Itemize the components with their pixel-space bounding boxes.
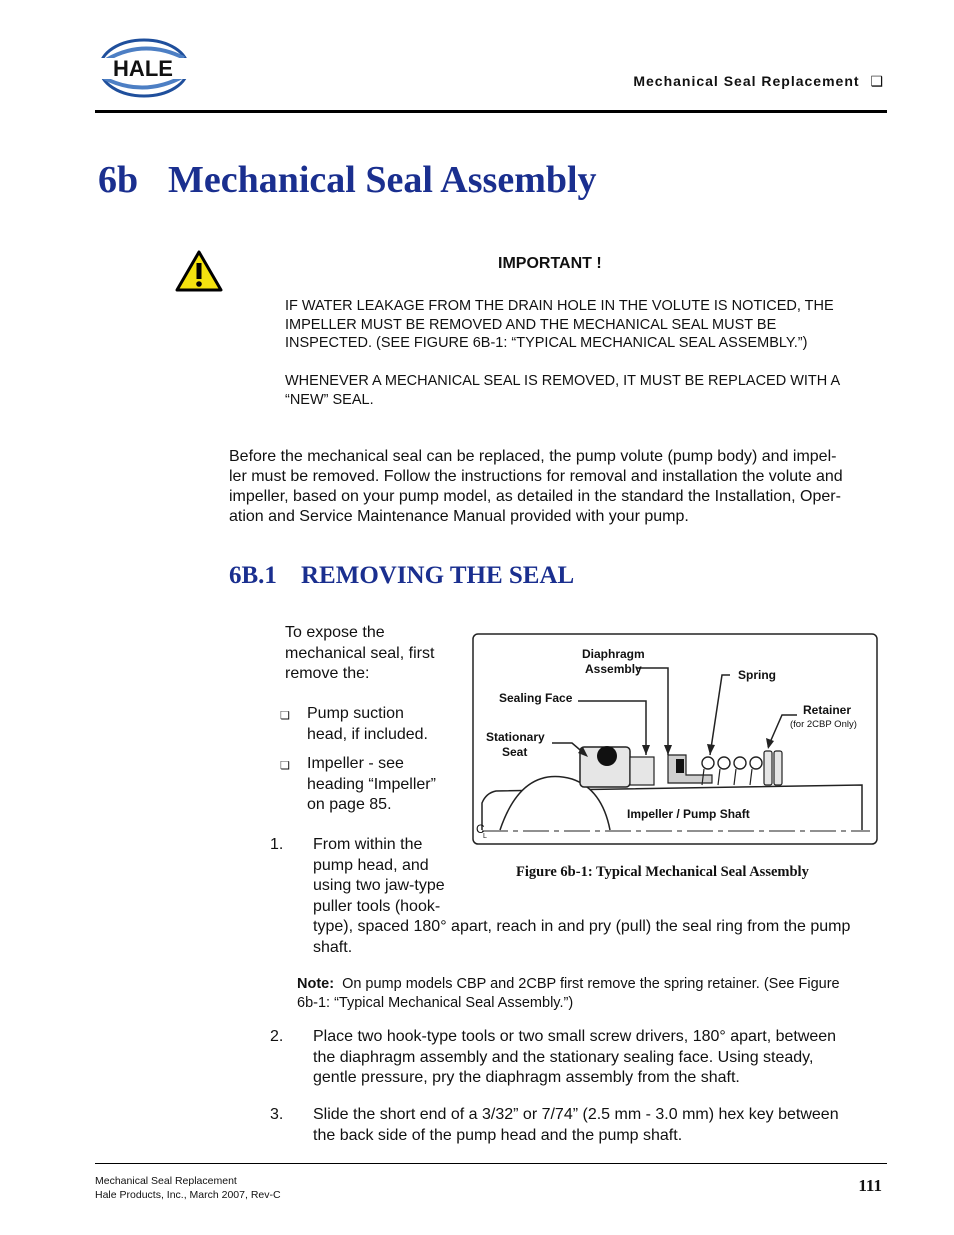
list-item bbox=[307, 704, 428, 745]
title-number: 6b bbox=[98, 159, 139, 201]
figure-caption: Figure 6b-1: Typical Mechanical Seal Assembly bbox=[516, 864, 809, 880]
text-line: Place two hook-type tools or two small screw drivers, 180° apart, between bbox=[313, 1028, 837, 1045]
text-line: Slide the short end of a 3/32” or 7/74” (2.5 mm - 3.0 mm) hex key between bbox=[313, 1106, 839, 1123]
text-line: ler must be removed. Follow the instructions for removal and installation the volute and bbox=[229, 468, 843, 485]
label-diaphragm: Diaphragm bbox=[582, 647, 645, 661]
list-item bbox=[307, 754, 436, 816]
text-line: heading “Impeller” bbox=[307, 775, 436, 793]
important-paragraph-2 bbox=[285, 372, 885, 409]
hale-logo bbox=[92, 36, 192, 100]
header-section-title: Mechanical Seal Replacement bbox=[633, 73, 860, 89]
text-line: 6b-1: “Typical Mechanical Seal Assembly.”) bbox=[297, 994, 574, 1011]
header-rule bbox=[95, 110, 887, 113]
warning-icon bbox=[174, 249, 224, 293]
step-text bbox=[313, 1027, 888, 1089]
label-seat: Seat bbox=[502, 745, 528, 759]
text-line: ation and Service Maintenance Manual provided with your pump. bbox=[229, 508, 689, 525]
label-spring: Spring bbox=[738, 668, 776, 682]
text-line: using two jaw-type bbox=[313, 877, 445, 894]
text-line: INSPECTED. (SEE FIGURE 6B-1: “TYPICAL MECHANICAL SEAL ASSEMBLY.”) bbox=[285, 335, 808, 351]
footer-text bbox=[95, 1175, 281, 1202]
text-line: impeller, based on your pump model, as detailed in the standard the Installation, Oper- bbox=[229, 488, 841, 505]
text-line: the diaphragm assembly and the stationary sealing face. Using steady, bbox=[313, 1048, 814, 1066]
label-assembly: Assembly bbox=[585, 662, 642, 676]
text-line: On pump models CBP and 2CBP first remove the spring retainer. (See Figure bbox=[342, 976, 840, 992]
logo-text: HALE bbox=[113, 56, 173, 81]
header-bullet: ❑ bbox=[870, 73, 884, 89]
section-number: 6B.1 bbox=[229, 562, 277, 589]
footer-line-2: Hale Products, Inc., March 2007, Rev-C bbox=[95, 1188, 281, 1201]
text-line: IF WATER LEAKAGE FROM THE DRAIN HOLE IN THE VOLUTE IS NOTICED, THE bbox=[285, 298, 834, 314]
label-retainer-note: (for 2CBP Only) bbox=[790, 719, 857, 730]
text-line: Pump suction bbox=[307, 705, 404, 722]
seal-assembly-figure bbox=[472, 633, 878, 845]
section-heading bbox=[229, 562, 574, 590]
step-text bbox=[313, 1105, 888, 1146]
important-paragraph-1 bbox=[285, 297, 885, 353]
running-header bbox=[633, 73, 884, 90]
text-line: mechanical seal, first bbox=[285, 644, 435, 662]
step-text bbox=[313, 835, 888, 958]
text-line: head, if included. bbox=[307, 725, 428, 743]
step-number: 3. bbox=[270, 1106, 284, 1123]
page-number: 111 bbox=[858, 1176, 882, 1195]
intro-paragraph bbox=[229, 447, 889, 527]
text-line: type), spaced 180° apart, reach in and pry (pull) the seal ring from the pump bbox=[313, 918, 851, 935]
note bbox=[297, 975, 887, 1012]
page-title bbox=[98, 158, 597, 202]
text-line: the back side of the pump head and the pump shaft. bbox=[313, 1126, 683, 1144]
label-retainer: Retainer bbox=[803, 703, 852, 717]
text-line: Impeller - see bbox=[307, 755, 404, 772]
checkbox-bullet: ❏ bbox=[280, 760, 290, 772]
title-text: Mechanical Seal Assembly bbox=[168, 159, 597, 201]
footer-line-1: Mechanical Seal Replacement bbox=[95, 1175, 237, 1187]
label-shaft: Impeller / Pump Shaft bbox=[627, 807, 750, 821]
text-line: gentle pressure, pry the diaphragm assembly from the shaft. bbox=[313, 1069, 740, 1086]
text-line: From within the bbox=[313, 836, 423, 853]
centerline-symbol: C bbox=[476, 822, 485, 836]
text-line: remove the: bbox=[285, 665, 370, 682]
text-line: IMPELLER MUST BE REMOVED AND THE MECHANICAL SEAL MUST BE bbox=[285, 316, 777, 333]
step-number: 2. bbox=[270, 1028, 284, 1045]
important-heading: IMPORTANT ! bbox=[498, 255, 602, 272]
text-line: pump head, and bbox=[313, 856, 429, 874]
note-label: Note: bbox=[297, 976, 335, 992]
checkbox-bullet: ❏ bbox=[280, 710, 290, 722]
text-line: on page 85. bbox=[307, 796, 392, 813]
expose-paragraph bbox=[285, 623, 434, 685]
footer-rule bbox=[95, 1163, 887, 1164]
text-line: shaft. bbox=[313, 938, 353, 956]
text-line: WHENEVER A MECHANICAL SEAL IS REMOVED, IT MUST BE REPLACED WITH A bbox=[285, 373, 841, 389]
text-line: “NEW” SEAL. bbox=[285, 391, 374, 408]
text-line: Before the mechanical seal can be replaced, the pump volute (pump body) and impel- bbox=[229, 448, 837, 465]
label-sealing-face: Sealing Face bbox=[499, 691, 573, 705]
label-stationary: Stationary bbox=[486, 730, 545, 744]
text-line: To expose the bbox=[285, 624, 385, 641]
section-title: REMOVING THE SEAL bbox=[301, 562, 575, 589]
step-number: 1. bbox=[270, 836, 284, 853]
text-line: puller tools (hook- bbox=[313, 897, 441, 915]
centerline-sub: L bbox=[483, 833, 487, 840]
